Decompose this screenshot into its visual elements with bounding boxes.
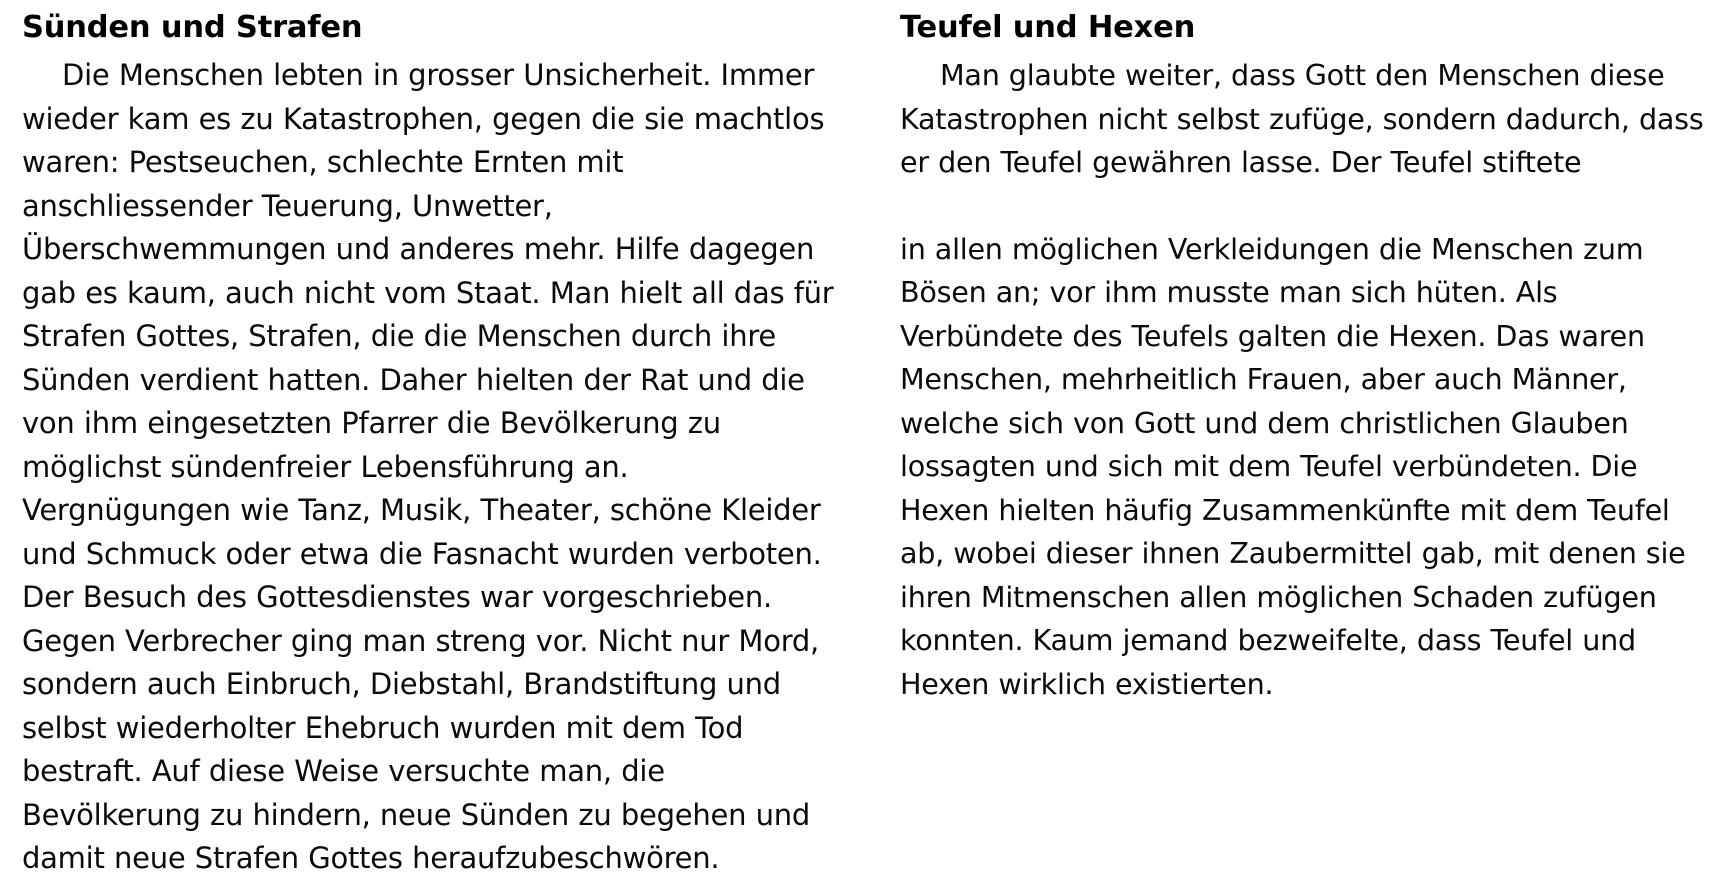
column-left (22, 10, 842, 881)
two-column-layout (22, 10, 1709, 881)
column-right (900, 10, 1718, 706)
body-text-left (22, 54, 842, 881)
paragraph: in allen möglichen Verkleidungen die Menschen zum Bösen an; vor ihm musste man sich hüten. Als Verbündete des Teufels galten die Hexen. Das waren Menschen, mehrheitlich Frauen, aber auch Männer, welche sich von Gott und dem christlichen Glauben lossagten und sich mit dem Teufel verbündeten. Die Hexen hielten häufig Zusammenkünfte mit dem Teufel ab, wobei dieser ihnen Zaubermittel gab, mit denen sie ihren Mitmenschen allen möglichen Schaden zufügen konnten. Kaum jemand bezweifelte, dass Teufel und Hexen wirklich existierten. (900, 231, 1686, 701)
section-heading-suenden-und-strafen: Sünden und Strafen (22, 10, 363, 45)
paragraph: Man glaubte weiter, dass Gott den Menschen diese Katastrophen nicht selbst zufüge, sondern dadurch, dass er den Teufel gewähren lasse. Der Teufel stiftete (900, 58, 1704, 180)
paragraph: Die Menschen lebten in grosser Unsicherheit. Immer wieder kam es zu Katastrophen, gegen die sie machtlos waren: Pestseuchen, schlechte Ernten mit anschliessender Teuerung, Unwetter, Überschwemmungen und anderes mehr. Hilfe dagegen gab es kaum, auch nicht vom Staat. Man hielt all das für Strafen Gottes, Strafen, die die Menschen durch ihre Sünden verdient hatten. Daher hielten der Rat und die von ihm eingesetzten Pfarrer die Bevölkerung zu möglichst sündenfreier Lebensführung an. Vergnügungen wie Tanz, Musik, Theater, schöne Kleider und Schmuck oder etwa die Fasnacht wurden verboten. Der Besuch des Gottesdienstes war vorgeschrieben. Gegen Verbrecher ging man streng vor. Nicht nur Mord, sondern auch Einbruch, Diebstahl, Brandstiftung und selbst wiederholter Ehebruch wurden mit dem Tod bestraft. Auf diese Weise versuchte man, die Bevölkerung zu hindern, neue Sünden zu begehen und damit neue Strafen Gottes heraufzubeschwören. (22, 58, 834, 876)
body-text-right (900, 54, 1718, 706)
section-heading-teufel-und-hexen: Teufel und Hexen (900, 10, 1196, 45)
